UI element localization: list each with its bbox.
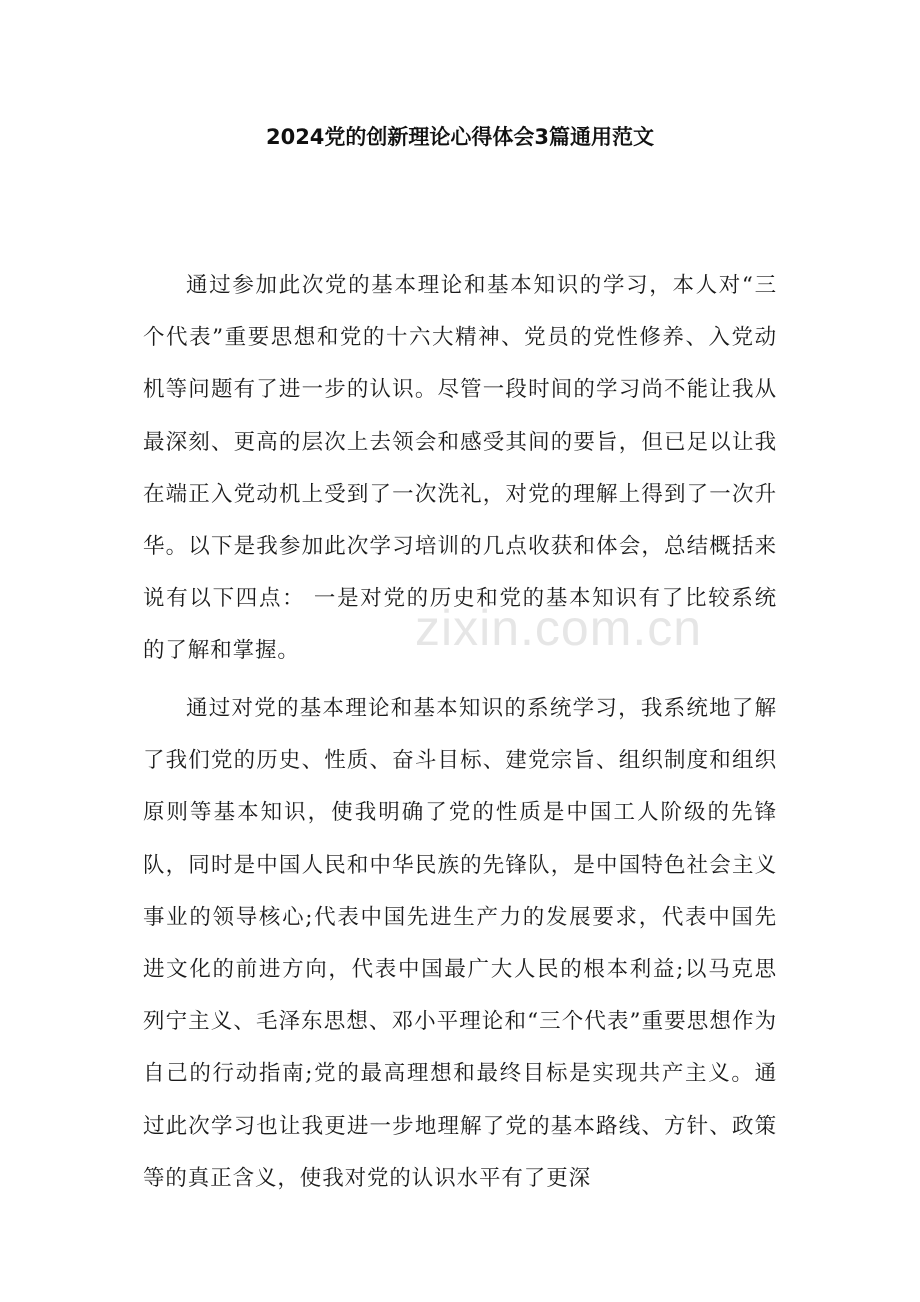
paragraph-1: 通过参加此次党的基本理论和基本知识的学习，本人对“三个代表”重要思想和党的十六大精神、党员的党性修养、入党动机等问题有了进一步的认识。尽管一段时间的学习尚不能让我从最深刻、更高的层次上去领会和感受其间的要旨，但已足以让我在端正入党动机上受到了一次洗礼，对党的理解上得到了一次升华。以下是我参加此次学习培训的几点收获和体会，总结概括来说有以下四点： 一是对党的历史和党的基本知识有了比较系统的了解和掌握。: [143, 273, 777, 664]
paragraph-2: 通过对党的基本理论和基本知识的系统学习，我系统地了解了我们党的历史、性质、奋斗目标、建党宗旨、组织制度和组织原则等基本知识，使我明确了党的性质是中国工人阶级的先锋队，同时是中国人民和中华民族的先锋队，是中国特色社会主义事业的领导核心;代表中国先进生产力的发展要求，代表中国先进文化的前进方向，代表中国最广大人民的根本利益;以马克思列宁主义、毛泽东思想、邓小平理论和“三个代表”重要思想作为自己的行动指南;党的最高理想和最终目标是实现共产主义。通过此次学习也让我更进一步地理解了党的基本路线、方针、政策等的真正含义，使我对党的认识水平有了更深: [143, 696, 777, 1191]
watermark: zixin.com.cn: [415, 600, 703, 656]
document-title: 2024党的创新理论心得体会3篇通用范文: [265, 125, 655, 149]
